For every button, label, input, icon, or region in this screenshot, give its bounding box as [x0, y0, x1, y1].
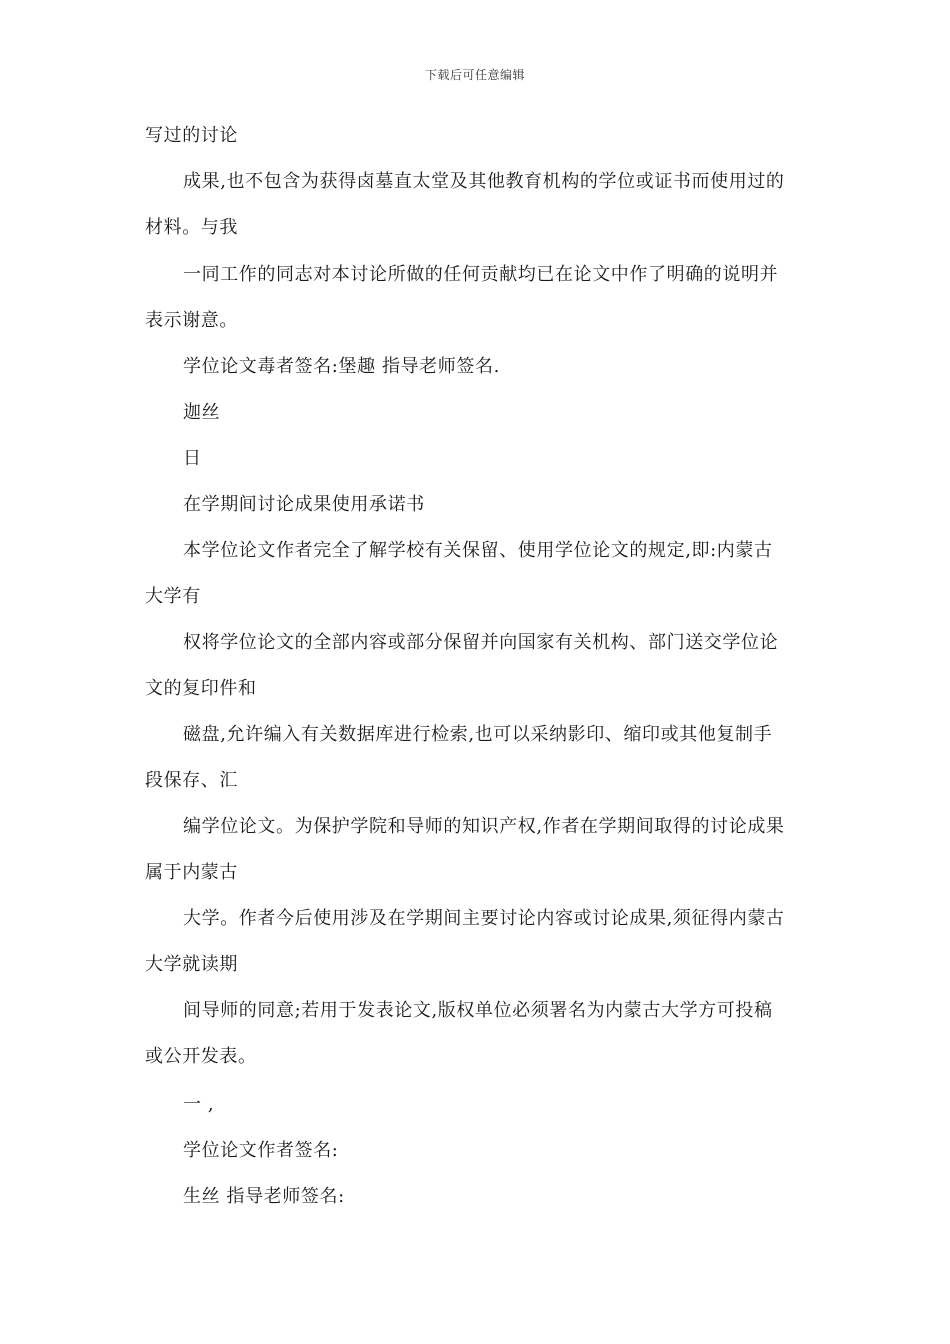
text-line: 或公开发表。: [145, 1046, 257, 1067]
text-line: 材料。与我: [145, 217, 238, 238]
text-line: 日: [183, 448, 202, 469]
page-header: 下载后可任意编辑: [424, 68, 525, 82]
signature-line: 生丝 指导老师签名:: [183, 1186, 345, 1207]
text-line: 间导师的同意;若用于发表论文,版权单位必须署名为内蒙古大学方可投稿: [183, 1000, 773, 1021]
text-line: 编学位论文。为保护学院和导师的知识产权,作者在学期间取得的讨论成果: [183, 816, 785, 837]
text-line: 本学位论文作者完全了解学校有关保留、使用学位论文的规定,即:内蒙古: [183, 540, 773, 561]
text-line: 一 ,: [183, 1094, 215, 1115]
text-line: 文的复印件和: [145, 678, 257, 699]
text-line: 写过的讨论: [145, 125, 238, 146]
text-line: 一同工作的同志对本讨论所做的任何贡献均已在论文中作了明确的说明并: [183, 264, 779, 285]
signature-line: 学位论文作者签名:: [183, 1140, 339, 1161]
text-line: 磁盘,允许编入有关数据库进行检索,也可以采纳影印、缩印或其他复制手: [183, 724, 773, 745]
text-line: 权将学位论文的全部内容或部分保留并向国家有关机构、部门送交学位论: [183, 632, 779, 653]
text-line: 大学有: [145, 586, 201, 607]
section-title: 在学期间讨论成果使用承诺书: [183, 494, 425, 515]
text-line: 属于内蒙古: [145, 862, 238, 883]
text-line: 成果,也不包含为获得卤墓直太堂及其他教育机构的学位或证书而使用过的: [183, 171, 785, 192]
signature-line: 学位论文毒者签名:堡趣 指导老师签名.: [183, 356, 500, 377]
text-line: 大学就读期: [145, 954, 238, 975]
text-line: 段保存、汇: [145, 770, 238, 791]
text-line: 表示谢意。: [145, 310, 238, 331]
text-line: 大学。作者今后使用涉及在学期间主要讨论内容或讨论成果,须征得内蒙古: [183, 908, 785, 929]
text-line: 迦丝: [183, 402, 221, 423]
